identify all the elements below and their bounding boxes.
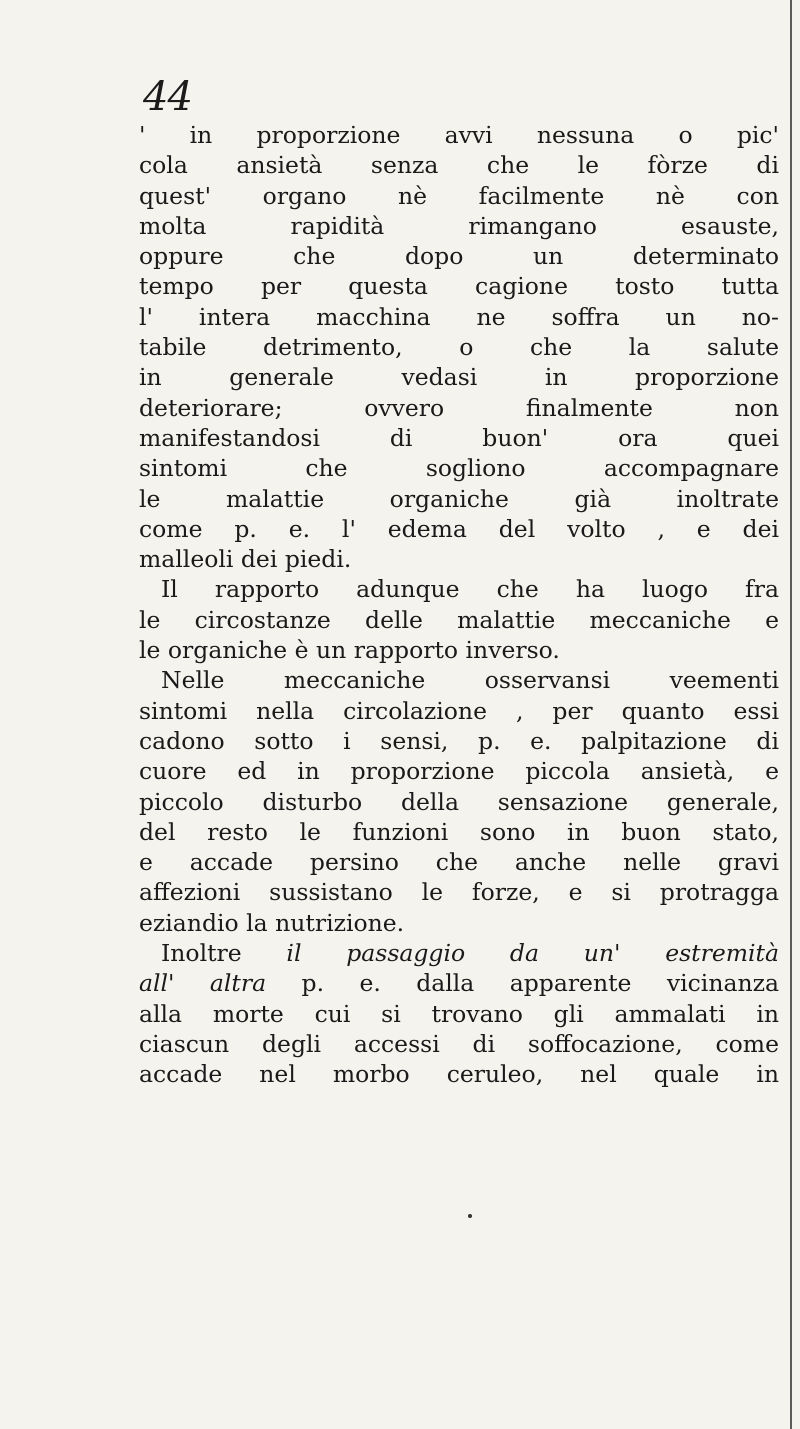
ink-speck [468, 1214, 472, 1218]
text-line: tempo per questa cagione tosto tutta [139, 272, 779, 301]
text-line: sintomi nella circolazione , per quanto essi [139, 696, 779, 725]
text-line: deteriorare; ovvero finalmente non [139, 393, 779, 422]
text-line: Il rapporto adunque che ha luogo fra [161, 575, 779, 604]
text-line: oppure che dopo un determinato [139, 242, 779, 271]
page-edge [790, 0, 792, 1429]
text-line: e accade persino che anche nelle gravi [139, 848, 779, 877]
text-line-emphasis [139, 938, 779, 968]
text-line: in generale vedasi in proporzione [139, 363, 779, 392]
text-line: affezioni sussistano le forze, e si protragga [139, 878, 779, 907]
text-line-emphasis [139, 968, 779, 998]
text-line: eziandio la nutrizione. [139, 908, 405, 937]
text-line: cadono sotto i sensi, p. e. palpitazione di [139, 726, 779, 755]
text-line: piccolo disturbo della sensazione generale, [139, 787, 779, 816]
text-segment: p. e. dalla apparente vicinanza [266, 969, 779, 998]
text-segment: Inoltre [161, 939, 287, 968]
text-line: alla morte cui si trovano gli ammalati in [139, 999, 779, 1028]
body-text [139, 120, 779, 1090]
text-line: accade nel morbo ceruleo, nel quale in [139, 1060, 779, 1089]
text-line: ciascun degli accessi di soffocazione, come [139, 1029, 779, 1058]
text-line: cola ansietà senza che le fòrze di [139, 151, 779, 180]
text-line: le organiche è un rapporto inverso. [139, 636, 560, 665]
text-line: sintomi che sogliono accompagnare [139, 454, 779, 483]
text-line: cuore ed in proporzione piccola ansietà, e [139, 757, 779, 786]
text-line: del resto le funzioni sono in buon stato, [139, 817, 779, 846]
text-line: come p. e. l' edema del volto , e dei [139, 514, 779, 543]
text-line: quest' organo nè facilmente nè con [139, 181, 779, 210]
text-line: manifestandosi di buon' ora quei [139, 423, 779, 452]
page-number: 44 [143, 74, 192, 120]
italic-phrase: il passaggio da un' estremità [286, 939, 779, 968]
text-line: malleoli dei piedi. [139, 545, 352, 574]
text-line: Nelle meccaniche osservansi veementi [161, 666, 779, 695]
text-line: ' in proporzione avvi nessuna o pic' [139, 121, 779, 149]
text-line: tabile detrimento, o che la salute [139, 333, 779, 362]
text-line: molta rapidità rimangano esauste, [139, 211, 779, 240]
italic-phrase: all' altra [139, 969, 267, 998]
text-line: le malattie organiche già inoltrate [139, 484, 779, 513]
text-line: le circostanze delle malattie meccaniche e [139, 605, 779, 634]
text-line: l' intera macchina ne soffra un no- [139, 302, 779, 331]
